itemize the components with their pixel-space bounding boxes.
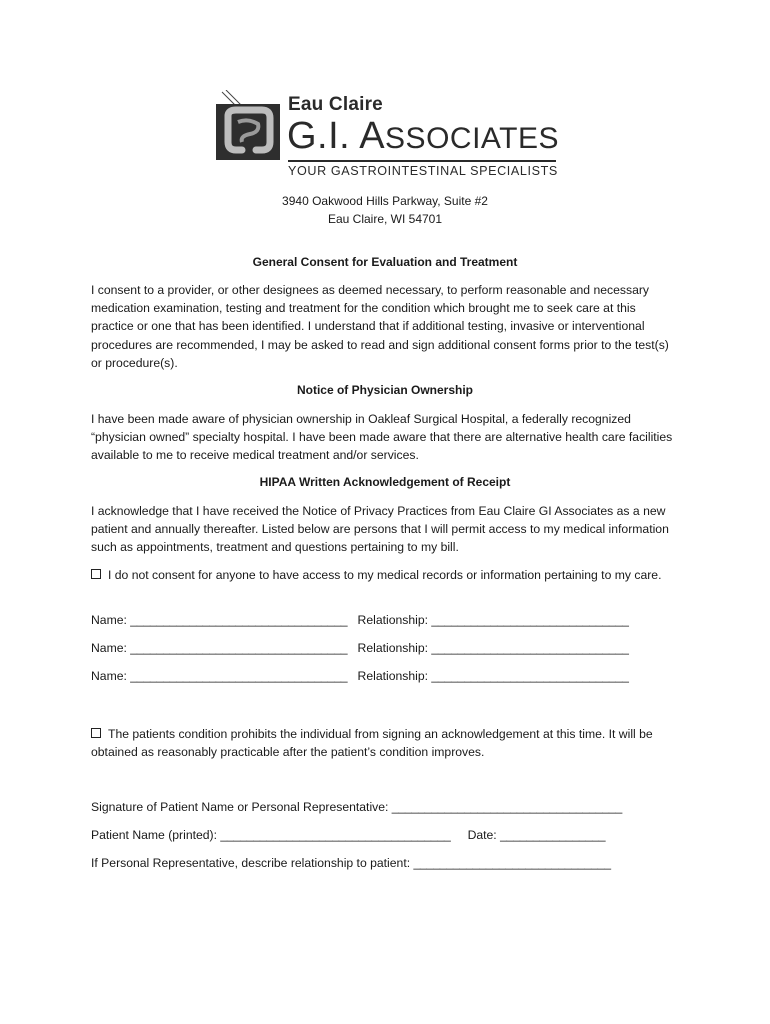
contact-name-field[interactable]: _________________________________ [130, 613, 348, 627]
hipaa-heading: HIPAA Written Acknowledgement of Receipt [259, 475, 511, 489]
logo-name-top: Eau Claire [288, 94, 383, 115]
contact-name-field[interactable]: _________________________________ [130, 669, 348, 683]
date-label: Date: [467, 828, 497, 842]
no-consent-label: I do not consent for anyone to have access to my medical records or information pertaining to my care. [108, 568, 662, 582]
printed-name-field[interactable]: ___________________________________ [220, 828, 451, 842]
logo-name-main-rest: SSOCIATES [385, 122, 560, 155]
contact-row [91, 613, 629, 627]
contact-relationship-field[interactable]: ______________________________ [431, 669, 629, 683]
date-field[interactable]: ________________ [500, 828, 606, 842]
contact-relationship-field[interactable]: ______________________________ [431, 613, 629, 627]
contact-name-label: Name: [91, 613, 127, 627]
logo-name-main-first: G.I. A [287, 115, 386, 157]
signature-label: Signature of Patient Name or Personal Representative: [91, 800, 389, 814]
signature-row [91, 800, 622, 814]
hipaa-body: I acknowledge that I have received the Notice of Privacy Practices from Eau Claire GI Associates as a new patient and annually thereafter. Listed below are persons that I will permit access to my medical information such as appointments, treatment and questions pertaining to my bill. [91, 504, 669, 555]
contact-relationship-label: Relationship: [357, 613, 429, 627]
contact-relationship-field[interactable]: ______________________________ [431, 641, 629, 655]
logo-tagline: YOUR GASTROINTESTINAL SPECIALISTS [288, 164, 558, 178]
no-consent-option [91, 566, 681, 584]
representative-row [91, 856, 611, 870]
contact-relationship-label: Relationship: [357, 669, 429, 683]
ownership-heading: Notice of Physician Ownership [296, 383, 474, 397]
condition-label: The patients condition prohibits the individual from signing an acknowledgement at this time. It will be obtained as reasonably practicable after the patient’s condition improves. [91, 727, 653, 760]
logo-divider [288, 160, 556, 162]
signature-field[interactable]: ___________________________________ [391, 800, 623, 814]
intestine-logo-icon [212, 90, 284, 162]
contact-row [91, 641, 629, 655]
logo-name-main [287, 114, 559, 161]
contact-name-label: Name: [91, 669, 127, 683]
representative-label: If Personal Representative, describe relationship to patient: [91, 856, 411, 870]
consent-body: I consent to a provider, or other designees as deemed necessary, to perform reasonable and necessary medication examination, testing and treatment for the condition which brought me to seek care at this practice or one that has been identified. I understand that if additional testing, invasive or interventional procedures are recommended, I may be asked to read and sign additional consent forms prior to the test(s) or procedure(s). [91, 283, 669, 370]
address-line-2: Eau Claire, WI 54701 [327, 212, 443, 226]
contact-row [91, 669, 629, 683]
consent-heading: General Consent for Evaluation and Treatment [252, 255, 518, 269]
condition-checkbox[interactable] [91, 728, 101, 738]
address-line-1: 3940 Oakwood Hills Parkway, Suite #2 [282, 194, 488, 208]
contact-name-label: Name: [91, 641, 127, 655]
contact-relationship-label: Relationship: [357, 641, 429, 655]
no-consent-checkbox[interactable] [91, 569, 101, 579]
ownership-body: I have been made aware of physician ownership in Oakleaf Surgical Hospital, a federally recognized “physician owned” specialty hospital. I have been made aware that there are alternative health care facilities available to me to receive medical treatment and/or services. [91, 412, 673, 463]
practice-logo [212, 90, 562, 182]
contact-name-field[interactable]: _________________________________ [130, 641, 348, 655]
printed-name-row [91, 828, 605, 842]
representative-field[interactable]: ______________________________ [413, 856, 611, 870]
condition-option [91, 725, 681, 761]
printed-name-label: Patient Name (printed): [91, 828, 217, 842]
